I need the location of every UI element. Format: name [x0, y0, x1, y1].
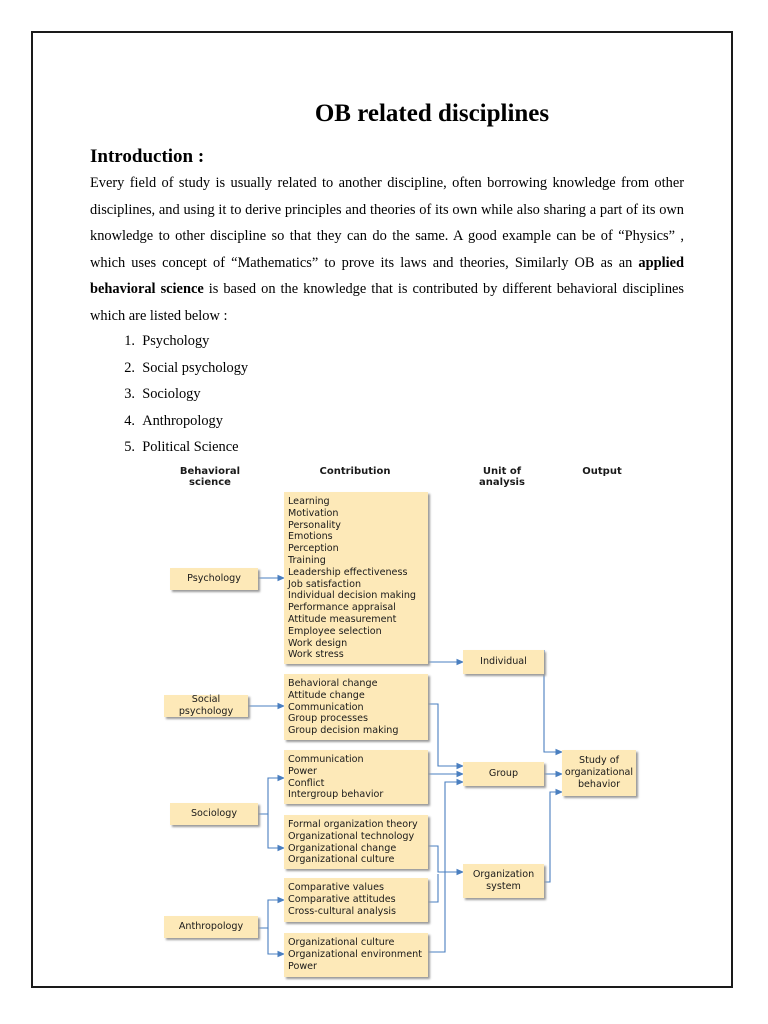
- ob-disciplines-diagram: [160, 462, 650, 982]
- contribution-item: Training: [288, 554, 326, 566]
- introduction-heading: Introduction :: [90, 146, 205, 167]
- list-item: [90, 381, 248, 408]
- contribution-item: Conflict: [288, 777, 325, 789]
- contribution-box-anthropology-values: [284, 878, 428, 922]
- contribution-item: Attitude change: [288, 689, 365, 701]
- list-text: Anthropology: [142, 412, 223, 429]
- header-behavioral-science: Behavioral science: [179, 466, 241, 488]
- contribution-item: Comparative values: [288, 882, 384, 893]
- contribution-box-sociology-group: [284, 750, 428, 804]
- contribution-item: Work design: [288, 637, 348, 649]
- list-item: [90, 408, 248, 435]
- unit-group: Group: [463, 762, 544, 786]
- contribution-item: Power: [288, 765, 318, 777]
- paragraph-bold-term: applied behavioral science: [90, 254, 684, 297]
- contribution-item: Organizational culture: [288, 937, 395, 948]
- science-psychology: Psychology: [170, 568, 258, 590]
- contribution-item: Job satisfaction: [288, 578, 362, 590]
- contribution-box-sociology-organization: [284, 815, 428, 869]
- list-number: 5.: [124, 439, 135, 455]
- contribution-item: Behavioral change: [288, 678, 378, 689]
- page-title: OB related disciplines: [314, 100, 550, 127]
- contribution-item: Employee selection: [288, 625, 382, 637]
- contribution-item: Leadership effectiveness: [288, 566, 408, 578]
- contribution-item: Motivation: [288, 507, 339, 519]
- contribution-item: Individual decision making: [288, 590, 416, 602]
- list-number: 4.: [124, 412, 135, 429]
- contribution-item: Perception: [288, 543, 339, 555]
- contribution-item: Work stress: [288, 649, 344, 661]
- contribution-item: Organizational environment: [288, 948, 423, 960]
- list-text: Sociology: [142, 386, 201, 402]
- contribution-item: Group processes: [288, 713, 369, 725]
- disciplines-list: [90, 328, 248, 461]
- list-number: 1.: [124, 333, 135, 349]
- introduction-paragraph: [90, 170, 684, 329]
- paragraph-text-part1: Every field of study is usually related to another discipline, often borrowing knowledge from other disciplines, and using it to derive principles and theories of its own while also sharing a part of its own knowledge to other discipline so that they can do the same. A good example can be of “Physics” , which uses concept of “Mathematics” to prove its laws and theories, Similarly OB as an: [90, 175, 684, 271]
- contribution-item: Cross-cultural analysis: [288, 905, 397, 917]
- contribution-item: Organizational change: [288, 842, 397, 854]
- output-study-of-ob: Study of organizational behavior: [562, 750, 636, 796]
- contribution-item: Comparative attitudes: [288, 893, 396, 905]
- list-item: [90, 328, 248, 355]
- list-number: 2.: [124, 359, 135, 376]
- unit-individual: Individual: [463, 650, 544, 674]
- contribution-item: Group decision making: [288, 725, 399, 737]
- list-item: [90, 434, 248, 461]
- contribution-item: Performance appraisal: [288, 602, 396, 614]
- list-item: [90, 355, 248, 382]
- contribution-item: Organizational technology: [288, 830, 415, 842]
- contribution-box-anthropology-culture: [284, 933, 428, 977]
- list-number: 3.: [124, 386, 135, 402]
- contribution-box-social-psychology: [284, 674, 428, 740]
- contribution-item: Intergroup behavior: [288, 789, 384, 801]
- contribution-item: Power: [288, 960, 318, 972]
- contribution-item: Personality: [288, 519, 341, 531]
- contribution-item: Attitude measurement: [288, 613, 397, 625]
- contribution-item: Communication: [288, 754, 364, 765]
- list-text: Psychology: [142, 333, 210, 349]
- contribution-item: Learning: [288, 496, 330, 507]
- header-output: Output: [582, 466, 622, 477]
- header-unit-of-analysis: Unit of analysis: [479, 466, 525, 488]
- header-contribution: Contribution: [319, 466, 391, 477]
- unit-organization-system: Organization system: [463, 864, 544, 898]
- science-sociology: Sociology: [170, 803, 258, 825]
- science-anthropology: Anthropology: [164, 916, 258, 938]
- contribution-item: Formal organization theory: [288, 819, 418, 830]
- list-text: Social psychology: [142, 359, 249, 376]
- contribution-box-psychology: [284, 492, 428, 664]
- contribution-item: Communication: [288, 701, 364, 713]
- paragraph-text-part2: is based on the knowledge that is contributed by different behavioral disciplines which are listed below :: [90, 281, 684, 324]
- science-social-psychology: Social psychology: [164, 695, 248, 717]
- contribution-item: Emotions: [288, 531, 333, 543]
- contribution-item: Organizational culture: [288, 854, 395, 866]
- list-text: Political Science: [142, 439, 239, 455]
